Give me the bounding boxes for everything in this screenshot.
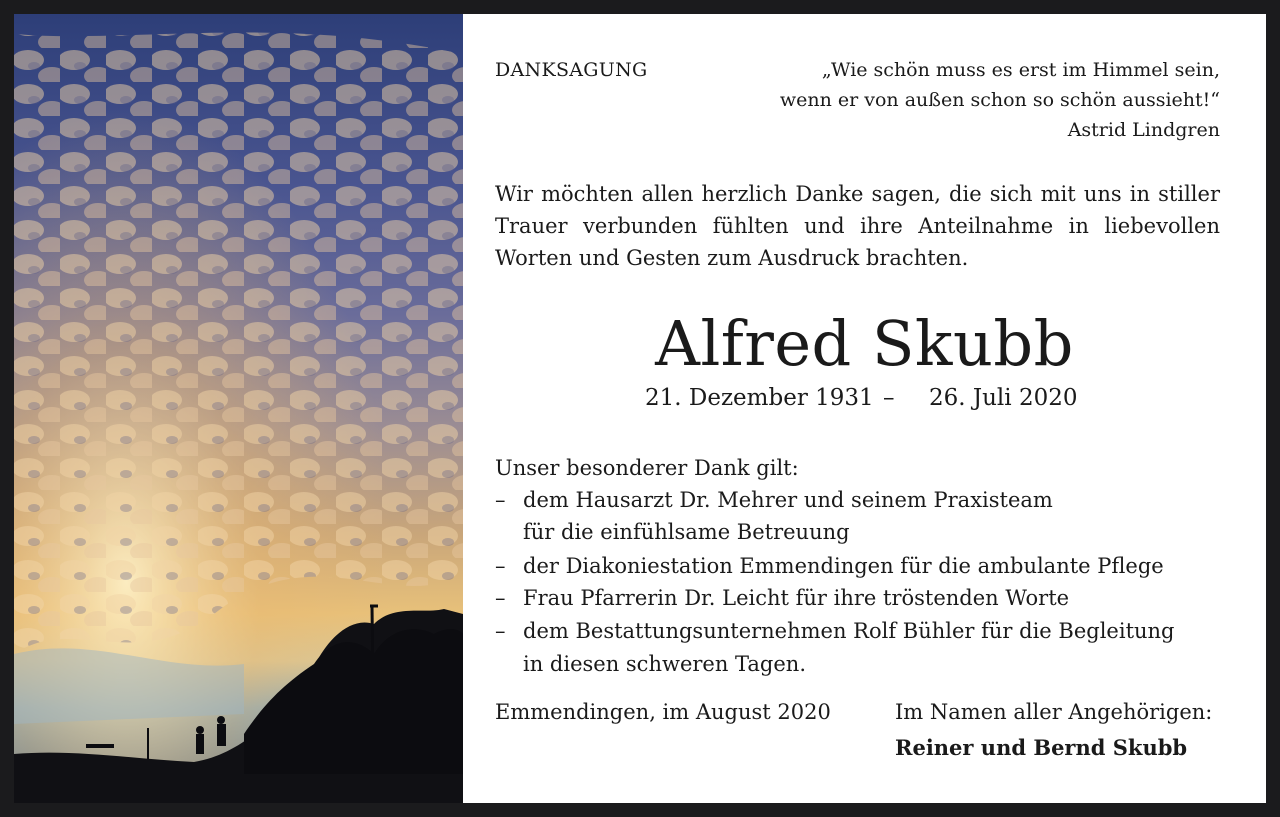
deceased-name: Alfred Skubb <box>655 307 1074 380</box>
bullet-dash: – <box>495 586 506 610</box>
sunset-sky-photo-icon <box>14 14 463 803</box>
death-date: 26. Juli 2020 <box>929 385 1078 411</box>
intro-paragraph: Wir möchten allen herzlich Danke sagen, die sich mit uns in stiller Trauer verbunden fühlten und ihre Anteilnahme in liebevollen Worten und Gesten zum Ausdruck brachten. <box>495 182 1220 270</box>
sunset-sky-photo <box>14 14 463 803</box>
place-and-date: Emmendingen, im August 2020 <box>495 700 831 724</box>
bullet-dash: – <box>495 619 506 643</box>
thanks-item-3: Frau Pfarrerin Dr. Leicht für ihre tröstenden Worte <box>523 586 1070 610</box>
thanks-item-4-line-2: in diesen schweren Tagen. <box>523 652 807 676</box>
quote-author: Astrid Lindgren <box>1067 119 1220 141</box>
bullet-dash: – <box>495 554 506 578</box>
date-separator: – <box>883 385 895 411</box>
thanks-intro: Unser besonderer Dank gilt: <box>495 456 799 480</box>
thanks-item-2: der Diakoniestation Emmendingen für die ambulante Pflege <box>523 554 1164 578</box>
thanks-item-4-line-1: dem Bestattungsunternehmen Rolf Bühler für die Begleitung <box>523 619 1175 643</box>
thanks-item-1-line-1: dem Hausarzt Dr. Mehrer und seinem Praxisteam <box>523 488 1053 512</box>
signers: Reiner und Bernd Skubb <box>895 735 1188 760</box>
bullet-dash: – <box>495 488 506 512</box>
notice-heading: DANKSAGUNG <box>495 59 648 81</box>
thanks-item-1-line-2: für die einfühlsame Betreuung <box>523 520 850 544</box>
birth-date: 21. Dezember 1931 <box>645 385 874 411</box>
quote-line-1: „Wie schön muss es erst im Himmel sein, <box>821 59 1220 81</box>
on-behalf-label: Im Namen aller Angehörigen: <box>895 700 1213 724</box>
quote-line-2: wenn er von außen schon so schön aussieht!“ <box>779 89 1220 111</box>
thank-you-notice <box>463 14 1266 803</box>
